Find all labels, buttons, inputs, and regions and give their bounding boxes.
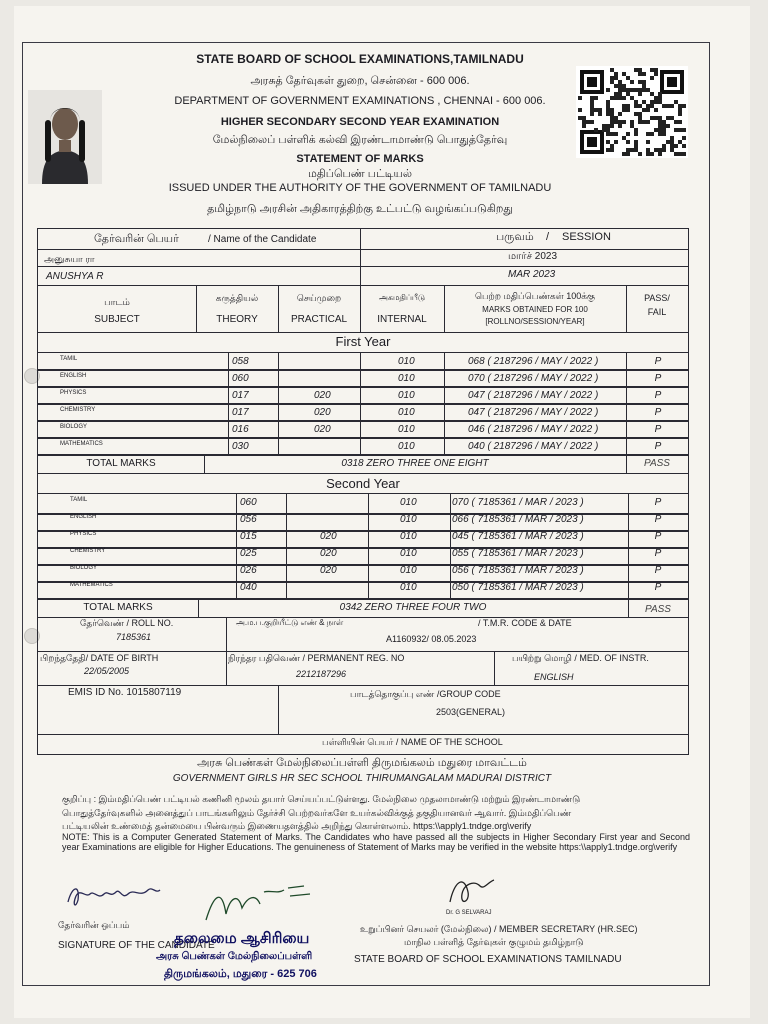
exam-title-ta: மேல்நிலைப் பள்ளிக் கல்வி இரண்டாமாண்டு பொதுத்தேர்வு xyxy=(212,134,508,146)
candidate-signature-en: SIGNATURE OF THE CANDIDATE xyxy=(58,940,215,951)
tmr-label-ta: அ.ம.ப.குறியீட்டு எண் & நாள் xyxy=(236,618,344,627)
col-internal-en: INTERNAL xyxy=(377,314,427,325)
roll-label-en: / ROLL NO. xyxy=(126,618,174,628)
col-pass: PASS/ xyxy=(644,293,670,303)
marks-obtained: 047 ( 2187296 / MAY / 2022 ) xyxy=(468,407,599,418)
marks-obtained: 040 ( 2187296 / MAY / 2022 ) xyxy=(468,441,599,452)
result: P xyxy=(654,548,662,559)
board-title: STATE BOARD OF SCHOOL EXAMINATIONS,TAMILNADU xyxy=(196,52,524,66)
subject-name: PHYSICS xyxy=(60,390,87,396)
internal-mark: 010 xyxy=(398,390,415,401)
subject-name: CHEMISTRY xyxy=(60,407,96,413)
practical-mark: 020 xyxy=(314,390,331,401)
marks-table xyxy=(37,228,689,755)
col-theory-ta: கருத்தியல் xyxy=(215,293,259,303)
candidate-signature xyxy=(64,880,164,912)
internal-mark: 010 xyxy=(400,548,417,559)
subject-name: BIOLOGY xyxy=(70,565,98,571)
dob-label-ta: பிறந்ததேதி xyxy=(40,653,86,663)
session-value-ta: மார்ச் 2023 xyxy=(508,251,558,262)
issued-ta: தமிழ்நாடு அரசின் அதிகாரத்திற்கு உட்பட்டு வழங்கப்படுகிறது xyxy=(207,203,513,215)
medium-of-instruction: ENGLISH xyxy=(534,672,574,682)
col-internal-ta: அகமதிப்பீடு xyxy=(378,293,426,302)
statement-title-ta: மதிப்பெண் பட்டியல் xyxy=(307,168,413,180)
roll-no: 7185361 xyxy=(116,632,152,642)
internal-mark: 010 xyxy=(398,407,415,418)
internal-mark: 010 xyxy=(398,356,415,367)
result: P xyxy=(654,390,662,401)
result: P xyxy=(654,497,662,508)
group-label-ta: பாடத்தொகுப்பு எண் xyxy=(350,689,435,699)
marks-obtained: 045 ( 7185361 / MAR / 2023 ) xyxy=(452,531,584,542)
theory-mark: 060 xyxy=(240,497,257,508)
tmr-value: A1160932/ 08.05.2023 xyxy=(386,634,477,644)
col-marks-ta: பெற்ற மதிப்பெண்கள் 100க்கு xyxy=(474,291,596,301)
subject-name: TAMIL xyxy=(60,356,78,362)
subject-name: CHEMISTRY xyxy=(70,548,106,554)
internal-mark: 010 xyxy=(400,565,417,576)
perm-label-ta: நிரந்தர பதிவெண் xyxy=(228,653,301,663)
result: P xyxy=(654,565,662,576)
result: P xyxy=(654,373,662,384)
marks-obtained: 070 ( 7185361 / MAR / 2023 ) xyxy=(452,497,584,508)
first-year-result: PASS xyxy=(644,458,670,469)
candidate-signature-ta: தேர்வரின் ஒப்பம் xyxy=(58,920,130,930)
stamp-address: திருமங்கலம், மதுரை - 625 706 xyxy=(164,968,317,980)
session-label-sep: / xyxy=(546,231,550,243)
col-marks-en: MARKS OBTAINED FOR 100 xyxy=(482,305,588,314)
theory-mark: 016 xyxy=(232,424,249,435)
practical-mark: 020 xyxy=(320,548,337,559)
marks-obtained: 068 ( 2187296 / MAY / 2022 ) xyxy=(468,356,599,367)
marks-obtained: 070 ( 2187296 / MAY / 2022 ) xyxy=(468,373,599,384)
group-code: 2503(GENERAL) xyxy=(436,707,506,717)
school-name-en: GOVERNMENT GIRLS HR SEC SCHOOL THIRUMANGALAM MADURAI DISTRICT xyxy=(172,773,552,784)
note-ta-line1: குறிப்பு : இம்மதிப்பெண் பட்டியல் கணினி மூலம் தயார் செய்யப்பட்டுள்ளது. மேல்நிலை முதலாமாண்டு மற்றும் இரண்டாமாண்டு xyxy=(62,794,581,804)
secretary-title-ta: உறுப்பினர் செயலர் (மேல்நிலை) xyxy=(360,924,492,934)
marks-obtained: 056 ( 7185361 / MAR / 2023 ) xyxy=(452,565,584,576)
first-year-title: First Year xyxy=(335,334,391,349)
headmistress-signature xyxy=(200,884,320,924)
result: P xyxy=(654,514,662,525)
issued-en: ISSUED UNDER THE AUTHORITY OF THE GOVERNMENT OF TAMILNADU xyxy=(168,182,552,194)
dept-title-en: DEPARTMENT OF GOVERNMENT EXAMINATIONS , CHENNAI - 600 006. xyxy=(174,95,546,107)
date-of-birth: 22/05/2005 xyxy=(84,666,130,676)
permanent-reg-no: 2212187296 xyxy=(296,669,347,679)
result: P xyxy=(654,407,662,418)
stamp-school: அரசு பெண்கள் மேல்நிலைப்பள்ளி xyxy=(156,951,313,962)
practical-mark: 020 xyxy=(314,424,331,435)
session-label-ta: பருவம் xyxy=(496,231,534,243)
stamp-title: தலைமை ஆசிரியை xyxy=(174,930,310,947)
candidate-photo xyxy=(28,90,102,184)
note-en: NOTE: This is a Computer Generated Statement of Marks. The Candidates who have passed all the subjects in Higher Secondary First year and Second year Examinations are eligible for Higher Educations. The genuineness of Statement of Marks may be verified in the website https:\\apply1.tndge.org\verify xyxy=(62,832,690,852)
result: P xyxy=(654,424,662,435)
practical-mark: 020 xyxy=(320,531,337,542)
medium-label-ta: பயிற்று மொழி xyxy=(512,653,572,663)
practical-mark: 020 xyxy=(314,407,331,418)
board-footer-ta: மாநில பள்ளித் தேர்வுகள் குழுமம் தமிழ்நாடு xyxy=(404,937,584,947)
session-label-en: SESSION xyxy=(562,231,611,243)
internal-mark: 010 xyxy=(400,514,417,525)
col-practical-en: PRACTICAL xyxy=(290,314,348,325)
result: P xyxy=(654,531,662,542)
dept-title-ta: அரசுத் தேர்வுகள் துறை, சென்னை - 600 006. xyxy=(250,75,470,87)
emis-id: EMIS ID No. 1015807119 xyxy=(68,687,182,698)
secretary-title-en: / MEMBER SECRETARY (HR.SEC) xyxy=(493,924,638,934)
marks-obtained: 047 ( 2187296 / MAY / 2022 ) xyxy=(468,390,599,401)
col-theory-en: THEORY xyxy=(216,314,258,325)
tmr-label-en: / T.M.R. CODE & DATE xyxy=(478,618,572,628)
first-year-total: 0318 ZERO THREE ONE EIGHT xyxy=(341,458,489,469)
col-practical-ta: செய்முறை xyxy=(296,293,342,303)
result: P xyxy=(654,356,662,367)
secretary-signature xyxy=(440,872,500,910)
secretary-name: Dr. G SELVARAJ xyxy=(446,910,492,916)
statement-title-en: STATEMENT OF MARKS xyxy=(296,153,424,165)
subject-name: PHYSICS xyxy=(70,531,97,537)
candidate-name-ta: அனுசுயா ரா xyxy=(44,254,95,264)
internal-mark: 010 xyxy=(398,373,415,384)
internal-mark: 010 xyxy=(398,424,415,435)
name-label-en: / Name of the Candidate xyxy=(208,234,317,245)
marks-obtained: 066 ( 7185361 / MAR / 2023 ) xyxy=(452,514,584,525)
internal-mark: 010 xyxy=(400,531,417,542)
theory-mark: 017 xyxy=(232,390,249,401)
result: P xyxy=(654,582,662,593)
medium-label-en: / MED. OF INSTR. xyxy=(574,653,649,663)
marks-obtained: 055 ( 7185361 / MAR / 2023 ) xyxy=(452,548,584,559)
roll-label-ta: தேர்வெண் xyxy=(80,618,125,628)
col-subject-ta: பாடம் xyxy=(104,297,130,307)
second-year-result: PASS xyxy=(645,604,671,615)
marks-obtained: 046 ( 2187296 / MAY / 2022 ) xyxy=(468,424,599,435)
marks-obtained: 050 ( 7185361 / MAR / 2023 ) xyxy=(452,582,584,593)
name-label-ta: தேர்வரின் பெயர் xyxy=(94,233,179,245)
internal-mark: 010 xyxy=(400,582,417,593)
session-value-en: MAR 2023 xyxy=(508,269,556,280)
theory-mark: 058 xyxy=(232,356,249,367)
exam-title-en: HIGHER SECONDARY SECOND YEAR EXAMINATION xyxy=(220,116,500,128)
internal-mark: 010 xyxy=(400,497,417,508)
result: P xyxy=(654,441,662,452)
second-year-total-label: TOTAL MARKS xyxy=(83,602,153,613)
school-label-ta: பள்ளியின் பெயர் xyxy=(322,737,394,747)
theory-mark: 025 xyxy=(240,548,257,559)
verification-qr-code xyxy=(576,66,688,158)
theory-mark: 060 xyxy=(232,373,249,384)
theory-mark: 015 xyxy=(240,531,257,542)
subject-name: TAMIL xyxy=(70,497,88,503)
subject-name: ENGLISH xyxy=(70,514,97,520)
internal-mark: 010 xyxy=(398,441,415,452)
dob-label-en: / DATE OF BIRTH xyxy=(85,653,159,663)
col-marks-sub: [ROLLNO/SESSION/YEAR] xyxy=(485,317,585,326)
candidate-name-en: ANUSHYA R xyxy=(46,271,104,282)
subject-name: MATHEMATICS xyxy=(60,441,103,447)
school-label-en: / NAME OF THE SCHOOL xyxy=(395,737,503,747)
theory-mark: 056 xyxy=(240,514,257,525)
note-ta-line2: பொதுத்தேர்வுகளில் அனைத்துப் பாடங்களிலும் தேர்ச்சி பெற்றவர்களே உயர்கல்விக்குத் தகுதியானவர் ஆவார். இம்மதிப்பெண் xyxy=(62,808,572,818)
second-year-title: Second Year xyxy=(326,476,400,491)
group-label-en: /GROUP CODE xyxy=(436,689,501,699)
board-footer-en: STATE BOARD OF SCHOOL EXAMINATIONS TAMILNADU xyxy=(354,954,622,965)
subject-name: ENGLISH xyxy=(60,373,87,379)
subject-name: MATHEMATICS xyxy=(70,582,113,588)
theory-mark: 017 xyxy=(232,407,249,418)
school-name-ta: அரசு பெண்கள் மேல்நிலைப்பள்ளி திருமங்கலம் மதுரை மாவட்டம் xyxy=(197,757,527,769)
perm-label-en: / PERMANENT REG. NO xyxy=(302,653,405,663)
col-subject-en: SUBJECT xyxy=(94,314,140,325)
first-year-total-label: TOTAL MARKS xyxy=(86,458,156,469)
theory-mark: 026 xyxy=(240,565,257,576)
note-ta-line3: பட்டியலின் உண்மைத் தன்மையை பின்வரும் இணையதளத்தில் அறிந்து கொள்ளலாம். https:\\apply1.tndge.org\verify xyxy=(62,821,532,831)
practical-mark: 020 xyxy=(320,565,337,576)
second-year-total: 0342 ZERO THREE FOUR TWO xyxy=(339,602,487,613)
theory-mark: 030 xyxy=(232,441,249,452)
subject-name: BIOLOGY xyxy=(60,424,88,430)
col-fail: FAIL xyxy=(647,307,667,317)
theory-mark: 040 xyxy=(240,582,257,593)
